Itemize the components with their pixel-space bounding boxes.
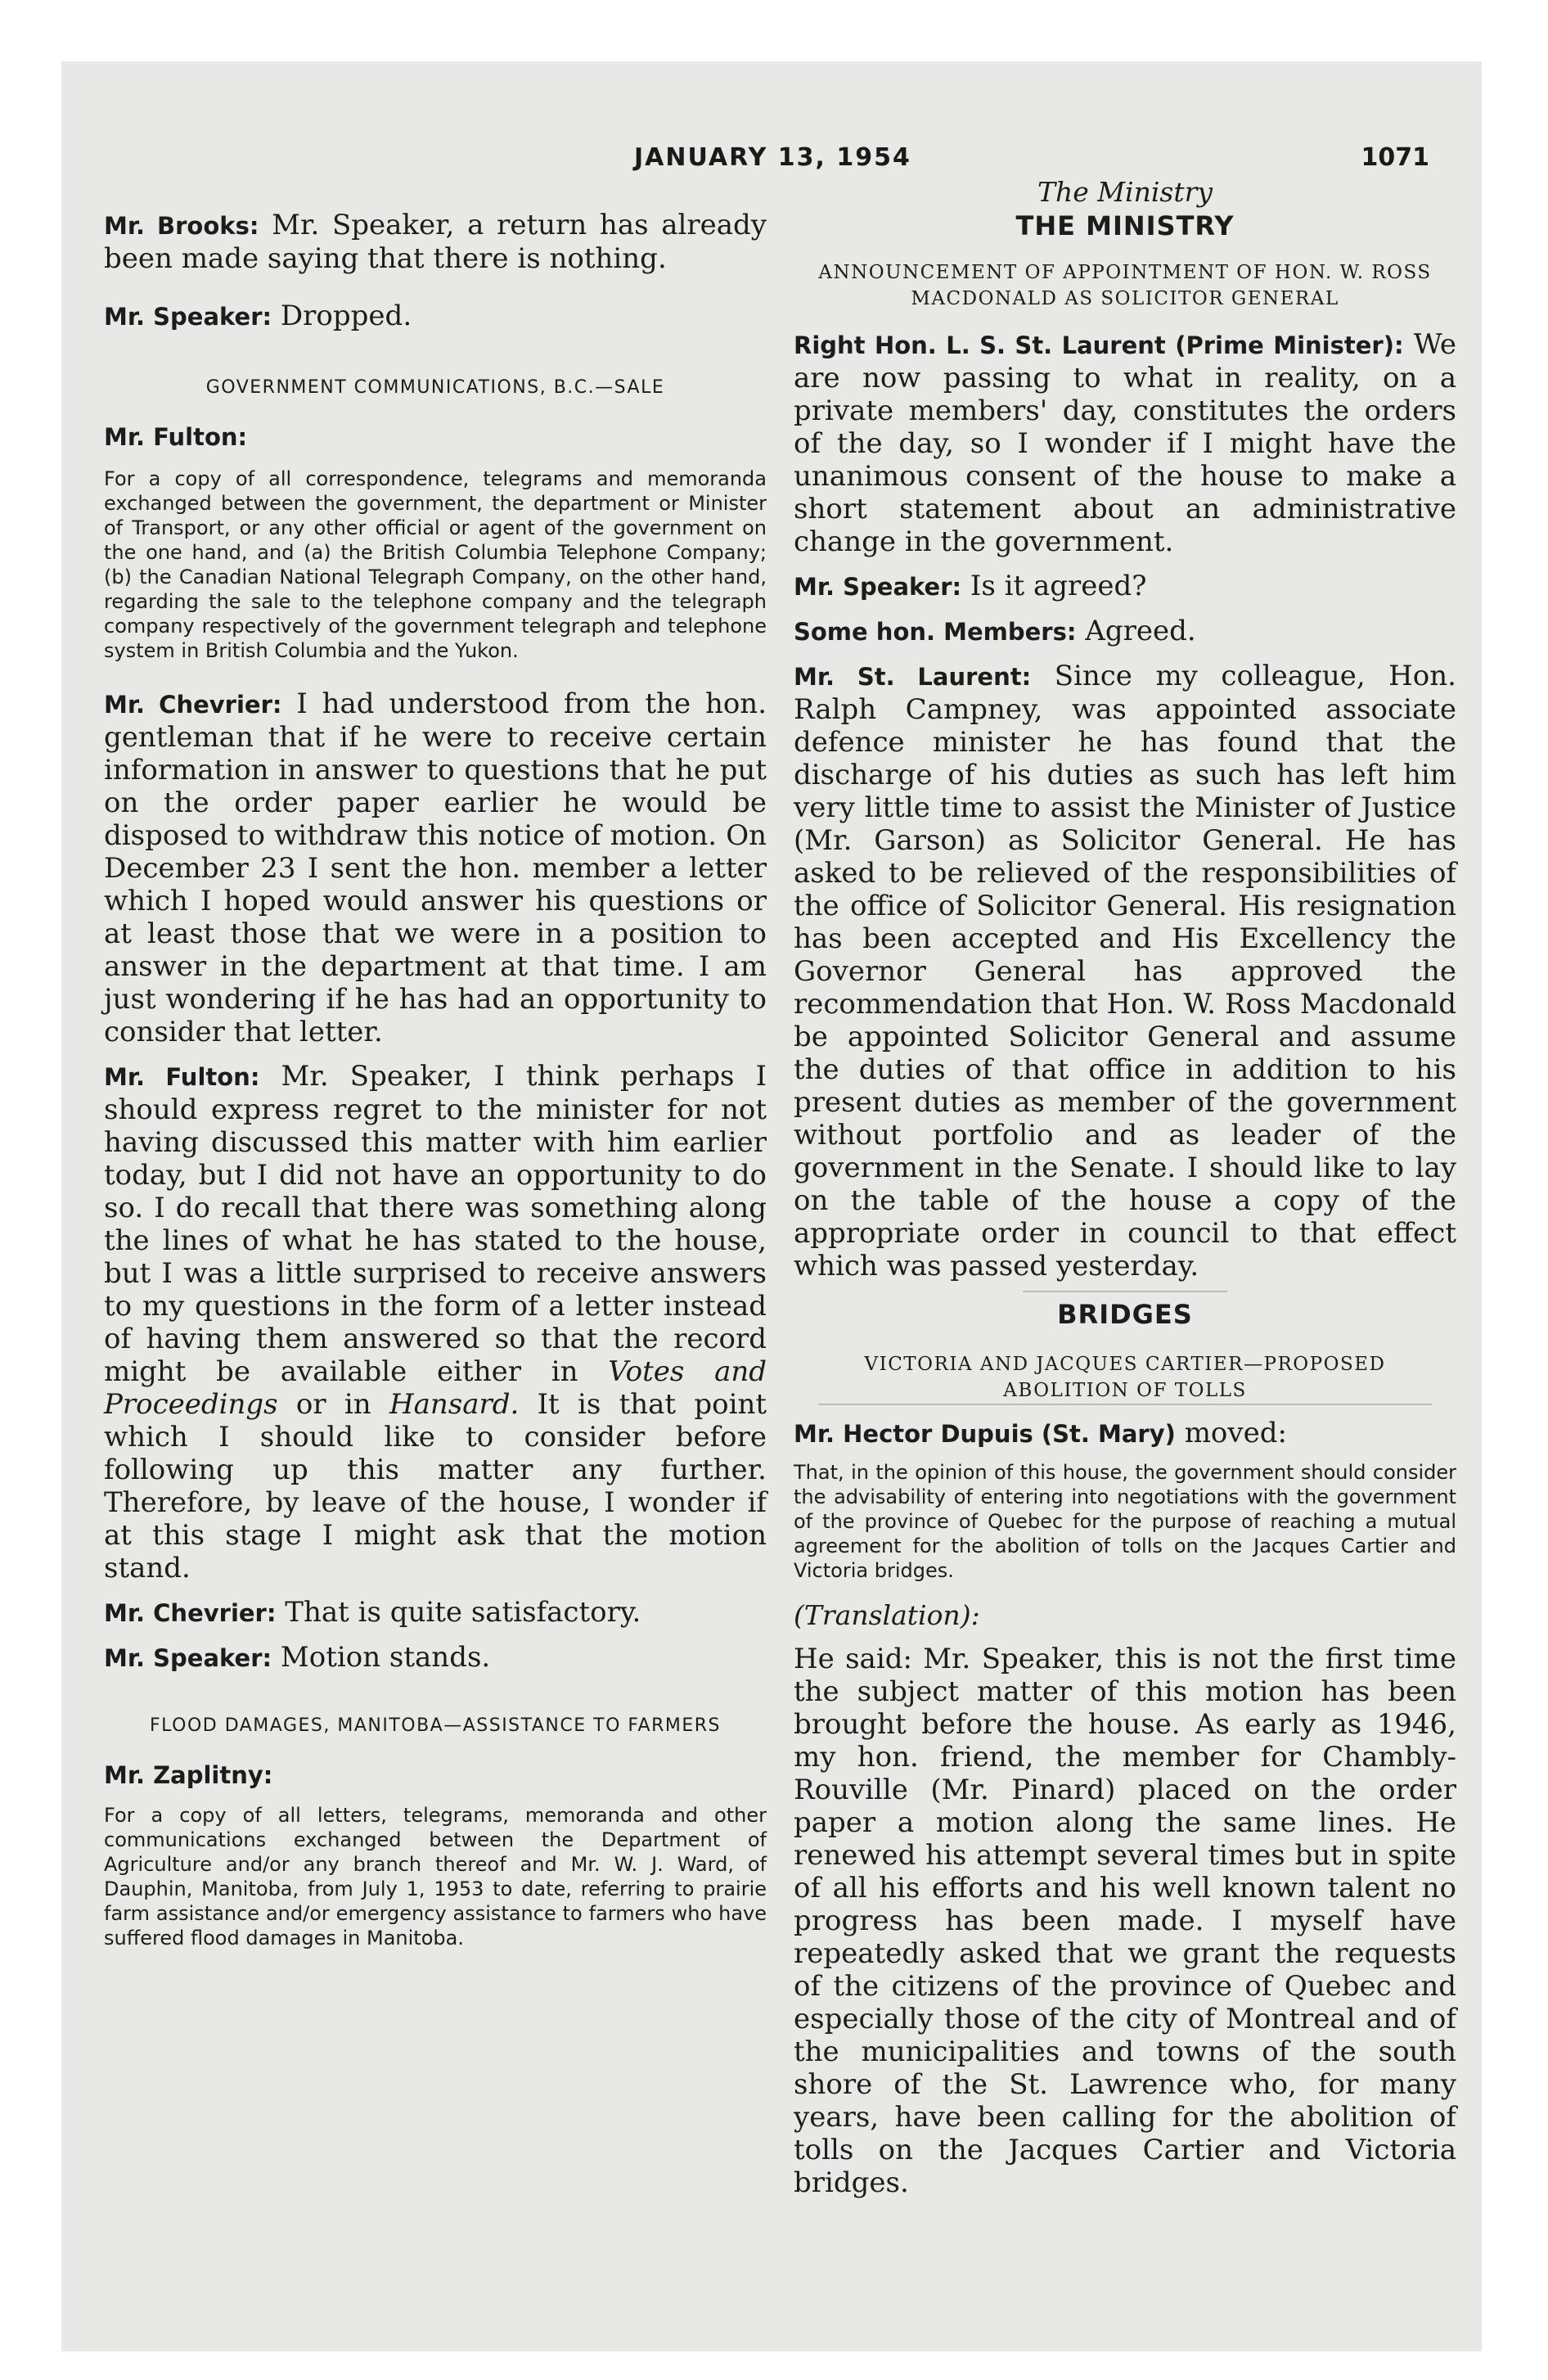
subheading-bridges: VICTORIA AND JACQUES CARTIER—PROPOSED ABOLITION OF TOLLS: [864, 1354, 1386, 1401]
section-heading-bridges: BRIDGES: [1057, 1299, 1193, 1330]
speaker-name: Some hon. Members:: [794, 618, 1077, 646]
speech-text: Dropped.: [280, 300, 412, 332]
speech-brooks: [104, 209, 767, 275]
speech-st-laurent-statement: [794, 660, 1456, 1282]
right-column: [794, 176, 1456, 2199]
speech-text: We are now passing to what in reality, on a private members' day, constitutes the orders of the day, so I wonder if I might have the unanimous consent of the house to make a short statement about an administrative change in the government.: [794, 328, 1456, 558]
speaker-name: Mr. Brooks:: [104, 212, 259, 240]
speaker-name: Right Hon. L. S. St. Laurent (Prime Minister):: [794, 331, 1404, 359]
speech-text: Mr. Speaker, a return has already been made saying that there is nothing.: [104, 209, 767, 275]
speech-text: Mr. Speaker, I think perhaps I should express regret to the minister for not having discussed this matter with him earlier today, but I did not have an opportunity to do so. I do recall that there was something along the lines of what he has stated to the house, but I was a little surprised to receive answers to my questions in the form of a letter instead of having them answered so that the record might be available either in: [104, 1060, 767, 1388]
speech-chevrier: [104, 687, 767, 1048]
speech-text: I had understood from the hon. gentleman that if he were to receive certain information in answer to questions that he put on the order paper earlier he would be disposed to withdraw this notice of motion. On December 23 I sent the hon. member a letter which I hoped would answer his questions or at least those that we were in a position to answer in the department at that time. I am just wondering if he has had an opportunity to consider that letter.: [104, 687, 767, 1048]
subheading-appointment: ANNOUNCEMENT OF APPOINTMENT OF HON. W. ROSS MACDONALD AS SOLICITOR GENERAL: [818, 262, 1432, 309]
hansard-page: [61, 61, 1482, 2351]
motion-text-bridges: That, in the opinion of this house, the government should consider the advisability of entering into negotiations with the government of the province of Quebec for the purpose of reaching a mutual agreement for the abolition of tolls on the Jacques Cartier and Victoria bridges.: [794, 1461, 1456, 1582]
speech-text: Agreed.: [1085, 615, 1196, 647]
heading-rule: [818, 1404, 1432, 1405]
speech-fulton-motion: [104, 420, 767, 453]
speaker-name: Mr. Speaker:: [794, 573, 962, 601]
section-divider: [1023, 1291, 1227, 1292]
speech-dupuis: He said: Mr. Speaker, this is not the first time the subject matter of this motion has been brought before the house. As early as 1946, my hon. friend, the member for Chambly-Rouville (Mr. Pinard) placed on the order paper a motion along the same lines. He renewed his attempt several times but in spite of all his efforts and his well known talent no progress has been made. I myself have repeatedly asked that we grant the requests of the citizens of the province of Quebec and especially those of the city of Montreal and of the municipalities and towns of the south shore of the St. Lawrence who, for many years, have been calling for the abolition of tolls on the Jacques Cartier and Victoria bridges.: [794, 1643, 1456, 2199]
speaker-name: Mr. Fulton:: [104, 423, 248, 451]
section-heading-ministry: THE MINISTRY: [1015, 210, 1235, 241]
speech-text: Is it agreed?: [970, 570, 1147, 602]
speech-st-laurent-request: [794, 328, 1456, 558]
speech-text: Since my colleague, Hon. Ralph Campney, was appointed associate defence minister he has found that the discharge of his duties as such has left him very little time to assist the Minister of Justice (Mr. Garson) as Solicitor General. He has asked to be relieved of the responsibilities of the office of Solicitor General. His resignation has been accepted and His Excellency the Governor General has approved the recommendation that Hon. W. Ross Macdonald be appointed Solicitor General and assume the duties of that office in addition to his present duties as member of the government without portfolio and as leader of the government in the Senate. I should like to lay on the table of the house a copy of the appropriate order in council to that effect which was passed yesterday.: [794, 660, 1456, 1282]
speech-chevrier-satisfactory: [104, 1596, 767, 1629]
speech-speaker-dropped: [104, 300, 767, 333]
running-head: The Ministry: [1037, 176, 1213, 208]
speaker-name: Mr. Fulton:: [104, 1063, 260, 1091]
section-heading-government-communications: GOVERNMENT COMMUNICATIONS, B.C.—SALE: [205, 377, 665, 398]
section-heading-flood-damages: FLOOD DAMAGES, MANITOBA—ASSISTANCE TO FARMERS: [150, 1715, 721, 1736]
speech-zaplitny-motion: [104, 1758, 767, 1792]
speech-speaker-agreed-question: [794, 570, 1456, 603]
translation-marker: (Translation):: [794, 1599, 980, 1631]
left-column: [104, 209, 767, 1950]
speech-text: That is quite satisfactory.: [285, 1596, 641, 1629]
publication-title: Hansard.: [389, 1388, 520, 1421]
speech-text: or in: [295, 1388, 371, 1421]
page-number: 1071: [1361, 143, 1429, 172]
speaker-name: Mr. Hector Dupuis (St. Mary): [794, 1420, 1176, 1448]
speaker-name: Mr. Zaplitny:: [104, 1761, 273, 1789]
speech-text: It is that point which I should like to consider before following up this matter any further. Therefore, by leave of the house, I wonder if at this stage I might ask that the motion stand.: [104, 1388, 767, 1584]
header-date: JANUARY 13, 1954: [634, 143, 911, 172]
speech-fulton-reply: [104, 1060, 767, 1584]
speaker-name: Mr. Chevrier:: [104, 1599, 277, 1627]
speech-dupuis-moved: [794, 1417, 1456, 1450]
speaker-name: Mr. Speaker:: [104, 1644, 272, 1672]
speech-text: Motion stands.: [280, 1641, 491, 1674]
speaker-name: Mr. Speaker:: [104, 303, 272, 331]
speech-text: moved:: [1184, 1417, 1287, 1449]
speech-speaker-motion-stands: [104, 1641, 767, 1675]
speech-members-agreed: [794, 615, 1456, 648]
motion-text-flood-damages: For a copy of all letters, telegrams, memoranda and other communications exchanged between the Department of Agriculture and/or any branch thereof and Mr. W. J. Ward, of Dauphin, Manitoba, from July 1, 1953 to date, referring to prairie farm assistance and/or emergency assistance to farmers who have suffered flood damages in Manitoba.: [104, 1804, 767, 1950]
speaker-name: Mr. Chevrier:: [104, 691, 282, 719]
speaker-name: Mr. St. Laurent:: [794, 663, 1032, 691]
motion-text-government-communications: For a copy of all correspondence, telegrams and memoranda exchanged between the government, the department or Minister of Transport, or any other official or agent of the government on the one hand, and (a) the British Columbia Telephone Company; (b) the Canadian National Telegraph Company, on the other hand, regarding the sale to the telephone company and the telegraph company respectively of the government telegraph and telephone system in British Columbia and the Yukon.: [104, 467, 767, 662]
publication-title: Votes and Proceedings: [104, 1355, 767, 1421]
